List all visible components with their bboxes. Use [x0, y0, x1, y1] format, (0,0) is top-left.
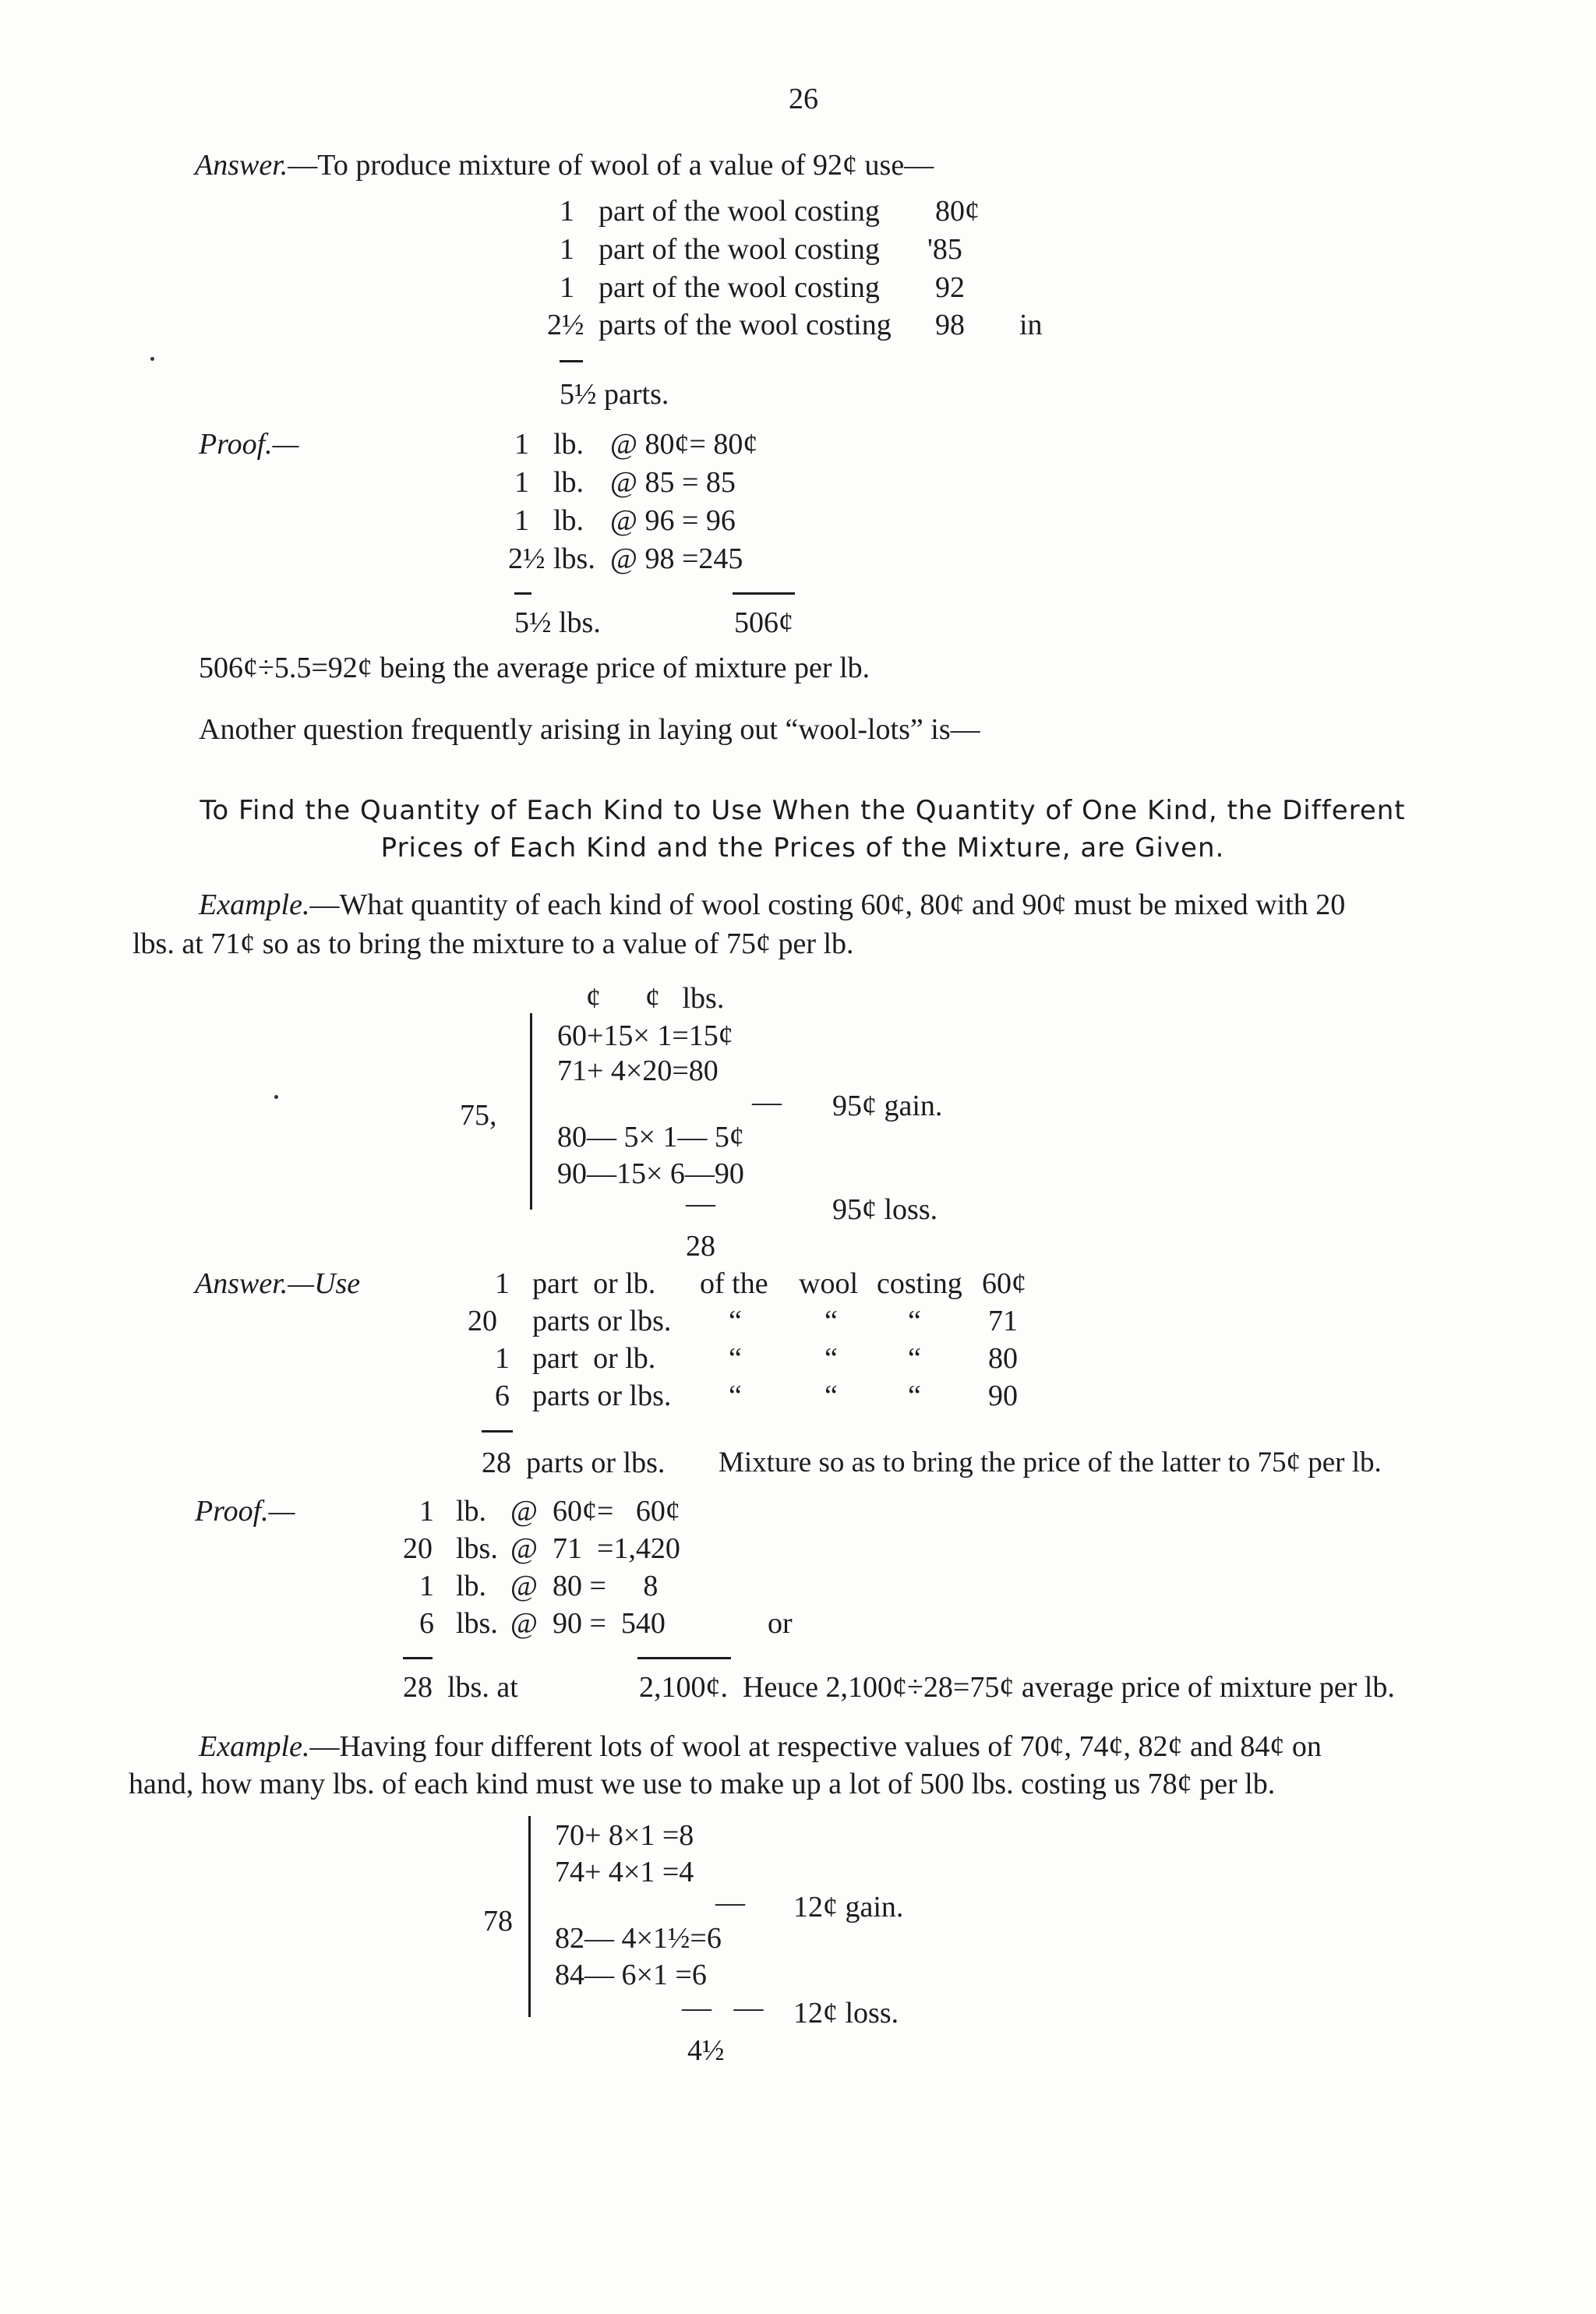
proof1-unit: lb.	[553, 504, 584, 537]
answer2-ditto: “	[908, 1342, 921, 1375]
answer2-total-note: Mixture so as to bring the price of the latter to 75¢ per lb.	[719, 1447, 1382, 1478]
calc2-loss: 12¢ loss.	[793, 1997, 899, 2030]
example2-line	[199, 1732, 1322, 1761]
proof2-expr: @ 90 = 540	[510, 1607, 666, 1640]
calc2-row: 70+ 8×1 =8	[555, 1819, 694, 1852]
sum-rule	[514, 592, 531, 595]
calc2-base-price: 78	[483, 1905, 513, 1938]
example2-line2: hand, how many lbs. of each kind must we use to make up a lot of 500 lbs. costing us 78¢ per lb.	[129, 1768, 1276, 1800]
example1-line	[199, 890, 1345, 920]
answer2-unit: parts or lbs.	[532, 1380, 672, 1412]
answer1-desc: part of the wool costing	[598, 271, 880, 304]
calc1-loss: 95¢ loss.	[832, 1193, 938, 1226]
proof2-or: or	[768, 1607, 793, 1640]
example1-text: —What quantity of each kind of wool costing 60¢, 80¢ and 90¢ must be mixed with 20	[309, 889, 1346, 921]
calc1-sum: 28	[686, 1230, 715, 1263]
calc1-dash: —	[752, 1086, 782, 1118]
example-label: Example.	[199, 1730, 310, 1763]
proof2-unit: lbs.	[456, 1607, 498, 1640]
proof1-unit: lb.	[553, 466, 584, 499]
answer1-qty: 1	[560, 195, 574, 228]
calc2-row: 84— 6×1 =6	[555, 1959, 707, 1991]
answer1-desc: part of the wool costing	[598, 195, 880, 228]
calc2-gain: 12¢ gain.	[793, 1891, 904, 1924]
calc1-row: 90—15× 6—90	[557, 1157, 744, 1190]
calc1-header: ¢ ¢ lbs.	[586, 982, 725, 1015]
proof1-total-qty: 5½ lbs.	[514, 606, 601, 639]
proof2-qty: 20	[403, 1532, 433, 1565]
section-heading-line: To Find the Quantity of Each Kind to Use When the Quantity of One Kind, the Different	[200, 795, 1406, 826]
answer2-ditto: of the	[700, 1267, 768, 1300]
proof1-label: Proof.—	[199, 428, 299, 461]
answer1-price: 98	[935, 309, 965, 341]
answer2-ditto: “	[824, 1380, 838, 1412]
calc2-bracket	[528, 1816, 531, 2017]
proof1-expr: @ 85 = 85	[610, 466, 736, 499]
proof1-expr: @ 98 =245	[610, 542, 743, 575]
answer1-in: in	[1019, 309, 1043, 341]
proof1-qty: 1	[514, 428, 529, 461]
sum-rule	[733, 592, 795, 595]
answer-intro	[195, 150, 934, 180]
calc1-dash: —	[686, 1187, 715, 1220]
proof2-label: Proof.—	[195, 1495, 295, 1528]
answer2-price: 90	[988, 1380, 1018, 1412]
proof2-qty: 1	[419, 1495, 434, 1528]
proof1-qty: 1	[514, 504, 529, 537]
answer-intro-text: —To produce mixture of wool of a value of 92¢ use—	[288, 149, 934, 182]
calc1-row: 80— 5× 1— 5¢	[557, 1121, 744, 1153]
proof2-unit: lb.	[456, 1570, 487, 1602]
answer-label: Answer.	[195, 149, 288, 182]
answer1-qty: 1	[560, 233, 574, 266]
answer1-qty: 2½	[547, 309, 584, 341]
transition-text: Another question frequently arising in laying out “wool-lots” is—	[199, 713, 980, 746]
answer2-ditto: “	[908, 1380, 921, 1412]
answer1-desc: part of the wool costing	[598, 233, 880, 266]
ink-speck	[150, 357, 154, 361]
calc1-base-price: 75,	[460, 1099, 497, 1132]
proof1-qty: 1	[514, 466, 529, 499]
proof1-unit: lb.	[553, 428, 584, 461]
answer1-price: 92	[935, 271, 965, 304]
proof1-unit: lbs.	[553, 542, 595, 575]
answer2-ditto: “	[824, 1305, 838, 1337]
proof1-expr: @ 80¢= 80¢	[610, 428, 758, 461]
example-label: Example.	[199, 889, 310, 921]
page-number: 26	[789, 83, 818, 115]
answer2-unit: part or lb.	[532, 1342, 656, 1375]
answer2-unit: parts or lbs.	[532, 1305, 672, 1337]
answer2-qty: 20	[468, 1305, 497, 1337]
answer2-price: 71	[988, 1305, 1018, 1337]
sum-rule	[403, 1657, 433, 1659]
answer2-ditto: “	[908, 1305, 921, 1337]
answer1-price: '85	[927, 233, 962, 266]
answer2-qty: 1	[495, 1342, 510, 1375]
example2-text: —Having four different lots of wool at respective values of 70¢, 74¢, 82¢ and 84¢ on	[309, 1730, 1322, 1763]
answer2-qty: 6	[495, 1380, 510, 1412]
example1-line2: lbs. at 71¢ so as to bring the mixture to a value of 75¢ per lb.	[132, 927, 854, 960]
proof2-total-value: 2,100¢. Heuce 2,100¢÷28=75¢ average price of mixture per lb.	[639, 1671, 1395, 1704]
proof1-total-value: 506¢	[734, 606, 793, 639]
ink-speck	[274, 1095, 278, 1099]
answer2-ditto: “	[824, 1342, 838, 1375]
proof1-result: 506¢÷5.5=92¢ being the average price of mixture per lb.	[199, 652, 870, 684]
calc1-row: 60+15× 1=15¢	[557, 1019, 733, 1052]
answer2-ditto: “	[729, 1305, 742, 1337]
answer2-total: 28 parts or lbs.	[482, 1447, 666, 1479]
calc2-row: 82— 4×1½=6	[555, 1922, 722, 1955]
calc2-row: 74+ 4×1 =4	[555, 1856, 694, 1888]
answer1-desc: parts of the wool costing	[598, 309, 892, 341]
answer2-ditto: “	[729, 1342, 742, 1375]
calc1-gain: 95¢ gain.	[832, 1090, 943, 1122]
proof2-qty: 1	[419, 1570, 434, 1602]
answer2-unit: part or lb.	[532, 1267, 656, 1300]
answer2-ditto: “	[729, 1380, 742, 1412]
proof2-qty: 6	[419, 1607, 434, 1640]
proof2-expr: @ 60¢= 60¢	[510, 1495, 680, 1528]
answer2-price: 60¢	[982, 1267, 1026, 1300]
proof2-unit: lb.	[456, 1495, 487, 1528]
answer2-label: Answer.—Use	[195, 1267, 361, 1300]
calc2-dash: — —	[682, 1991, 764, 2024]
proof2-total-qty: 28 lbs. at	[403, 1671, 518, 1704]
answer2-ditto: wool	[799, 1267, 858, 1300]
answer1-price: 80¢	[935, 195, 980, 228]
proof1-expr: @ 96 = 96	[610, 504, 736, 537]
calc1-row: 71+ 4×20=80	[557, 1055, 719, 1087]
section-heading-line: Prices of Each Kind and the Prices of the Mixture, are Given.	[380, 832, 1225, 864]
proof2-unit: lbs.	[456, 1532, 498, 1565]
sum-rule	[560, 360, 583, 362]
section-heading	[117, 792, 1488, 867]
calc2-dash: —	[715, 1886, 745, 1919]
answer2-ditto: costing	[877, 1267, 962, 1300]
proof2-expr: @ 71 =1,420	[510, 1532, 680, 1565]
sum-rule	[637, 1657, 731, 1659]
answer1-total: 5½ parts.	[560, 378, 669, 411]
calc2-sum: 4½	[687, 2034, 725, 2067]
proof2-expr: @ 80 = 8	[510, 1570, 659, 1602]
proof1-qty: 2½	[508, 542, 546, 575]
answer1-qty: 1	[560, 271, 574, 304]
sum-rule	[482, 1430, 513, 1433]
calc1-bracket	[530, 1013, 532, 1210]
answer2-price: 80	[988, 1342, 1018, 1375]
answer2-qty: 1	[495, 1267, 510, 1300]
